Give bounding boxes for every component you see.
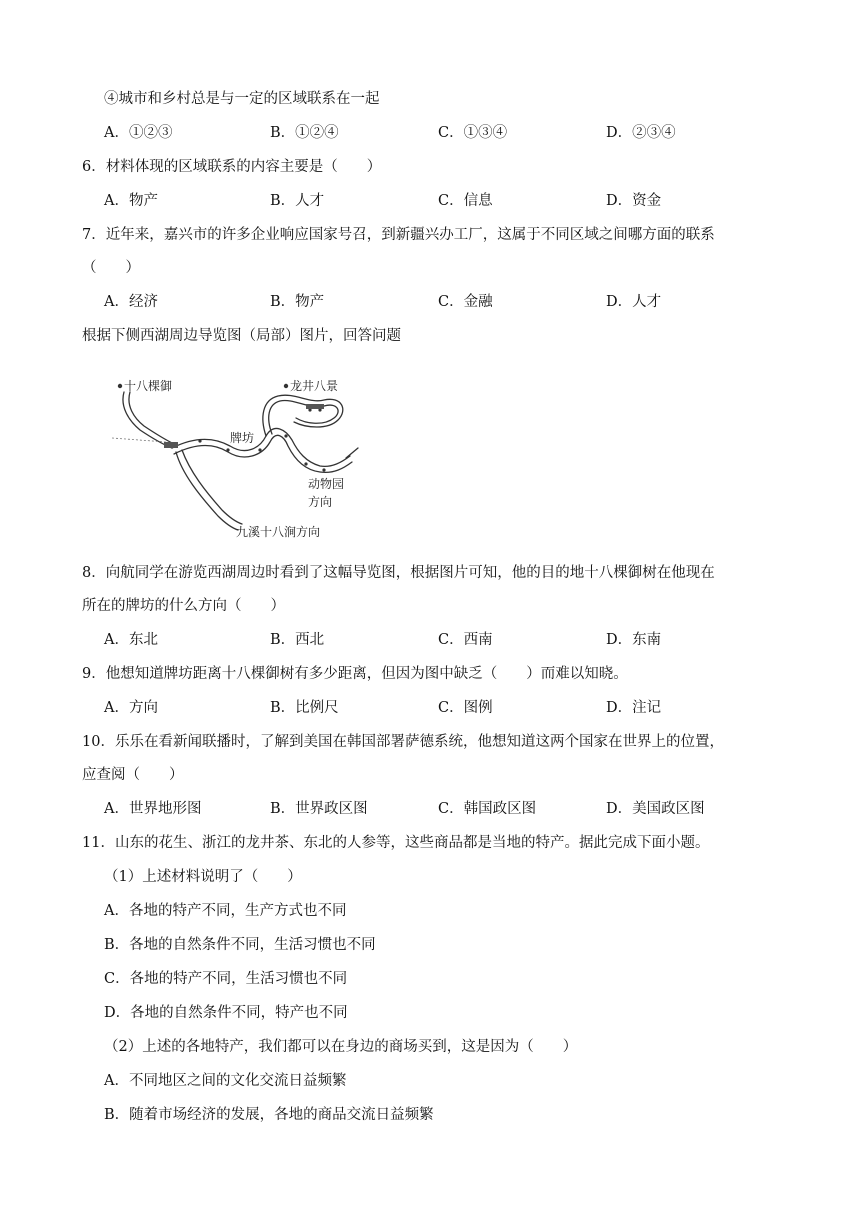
q6-option-a: A．物产 xyxy=(104,193,158,209)
q7-option-d: D．人才 xyxy=(606,294,662,310)
q9-option-a: A．方向 xyxy=(104,700,158,716)
map-label-paifang: 牌坊 xyxy=(230,431,255,445)
q5-option-b: B．①②④ xyxy=(270,125,339,141)
map-label-zoo-1: 动物园 xyxy=(308,477,345,491)
q5-statement-4: ④城市和乡村总是与一定的区域联系在一起 xyxy=(104,91,380,107)
q11-sub1-option-c: C．各地的特产不同，生活习惯也不同 xyxy=(104,971,348,987)
q11-sub2-stem: （2）上述的各地特产，我们都可以在身边的商场买到，这是因为（ ） xyxy=(104,1039,578,1055)
q11-sub1-stem: （1）上述材料说明了（ ） xyxy=(104,869,302,885)
road-main xyxy=(172,428,350,466)
q8-stem-line2: 所在的牌坊的什么方向（ ） xyxy=(82,598,285,614)
road-jiuxi-edge xyxy=(182,450,242,524)
q7-option-c: C．金融 xyxy=(438,294,493,310)
q8-option-a: A．东北 xyxy=(104,632,158,648)
q9-option-b: B．比例尺 xyxy=(270,700,339,716)
q5-option-a: A．①②③ xyxy=(104,125,173,141)
map-label-shibakeyu: 十八棵御 xyxy=(124,379,173,393)
q8-stem-line1: 8．向航同学在游览西湖周边时看到了这幅导览图，根据图片可知，他的目的地十八棵御树在他现在 xyxy=(82,565,715,581)
q8-option-c: C．西南 xyxy=(438,632,493,648)
q11-sub2-option-b: B．随着市场经济的发展，各地的商品交流日益频繁 xyxy=(104,1107,434,1123)
q10-option-a: A．世界地形图 xyxy=(104,801,202,817)
q10-option-d: D．美国政区图 xyxy=(606,801,705,817)
q7-stem-line1: 7．近年来，嘉兴市的许多企业响应国家号召，到新疆兴办工厂，这属于不同区域之间哪方面的联系 xyxy=(82,227,715,243)
q10-stem-line2: 应查阅（ ） xyxy=(82,767,184,783)
q6-option-b: B．人才 xyxy=(270,193,325,209)
q5-option-d: D．②③④ xyxy=(606,125,676,141)
map-label-jiuxi: 九溪十八涧方向 xyxy=(236,525,321,539)
map-label-zoo-2: 方向 xyxy=(308,495,333,509)
q11-sub1-option-b: B．各地的自然条件不同，生活习惯也不同 xyxy=(104,937,376,953)
q10-option-b: B．世界政区图 xyxy=(270,801,368,817)
q7-option-a: A．经济 xyxy=(104,294,158,310)
q6-stem: 6．材料体现的区域联系的内容主要是（ ） xyxy=(82,159,382,175)
westlake-guide-map xyxy=(110,370,370,545)
map-intro: 根据下侧西湖周边导览图（局部）图片，回答问题 xyxy=(82,328,401,344)
q7-option-b: B．物产 xyxy=(270,294,325,310)
q7-stem-line2: （ ） xyxy=(82,260,140,276)
q8-option-d: D．东南 xyxy=(606,632,662,648)
q6-option-c: C．信息 xyxy=(438,193,493,209)
q9-stem: 9．他想知道牌坊距离十八棵御树有多少距离，但因为图中缺乏（ ）而难以知晓。 xyxy=(82,666,628,682)
q6-option-d: D．资金 xyxy=(606,193,662,209)
q11-sub1-option-d: D．各地的自然条件不同，特产也不同 xyxy=(104,1005,348,1021)
q9-option-d: D．注记 xyxy=(606,700,662,716)
q10-option-c: C．韩国政区图 xyxy=(438,801,537,817)
q10-stem-line1: 10．乐乐在看新闻联播时，了解到美国在韩国部署萨德系统，他想知道这两个国家在世界上的位置， xyxy=(82,734,724,750)
q11-sub2-option-a: A．不同地区之间的文化交流日益频繁 xyxy=(104,1073,347,1089)
road-longjing xyxy=(263,395,343,436)
map-label-longjing: 龙井八景 xyxy=(290,379,339,393)
q11-sub1-option-a: A．各地的特产不同，生产方式也不同 xyxy=(104,903,347,919)
q11-stem: 11．山东的花生、浙江的龙井茶、东北的人参等，这些商品都是当地的特产。据此完成下面小题。 xyxy=(82,835,710,851)
q5-option-c: C．①③④ xyxy=(438,125,508,141)
q8-option-b: B．西北 xyxy=(270,632,325,648)
road-zoo xyxy=(346,448,358,458)
q9-option-c: C．图例 xyxy=(438,700,493,716)
road-shibakeyu-edge xyxy=(129,392,174,444)
